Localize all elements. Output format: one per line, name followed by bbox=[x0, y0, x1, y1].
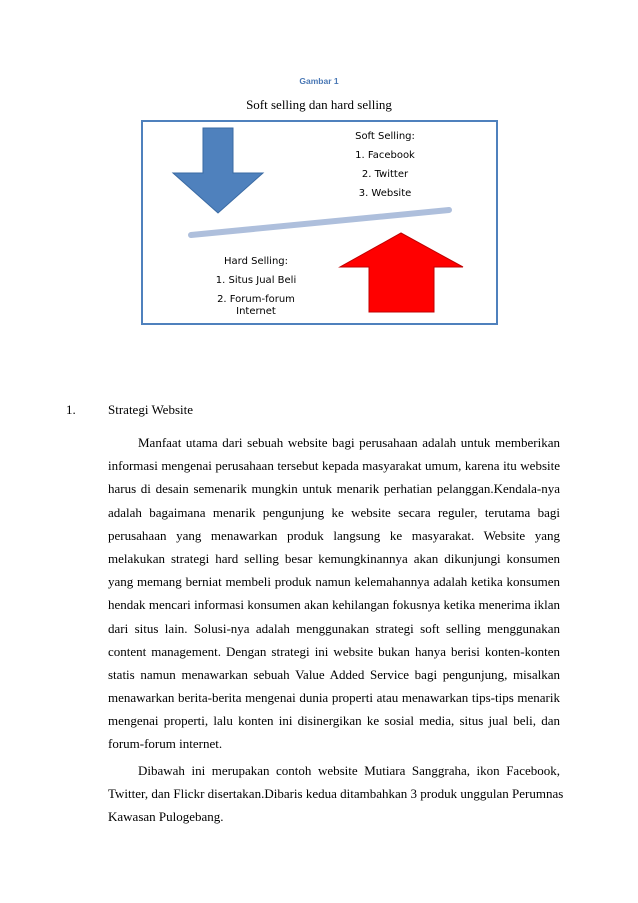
section-number: 1. bbox=[66, 402, 76, 417]
section-title: Strategi Website bbox=[108, 402, 194, 417]
paragraph-line: informasi mengenai perusahaan tersebut kepada masyarakat umum, karena itu website bbox=[108, 458, 560, 474]
paragraph-line: Dibawah ini merupakan contoh website Mutiara Sanggraha, ikon Facebook, bbox=[138, 763, 560, 778]
paragraph-line: statis namun menawarkan sebuah Value Added Service bagi pengunjung, misalkan bbox=[108, 666, 560, 682]
soft-selling-item: 2. Twitter bbox=[361, 169, 409, 180]
up-arrow-icon bbox=[340, 233, 463, 312]
hard-selling-item: 1. Situs Jual Beli bbox=[215, 275, 297, 286]
paragraph-2 bbox=[108, 759, 564, 829]
figure-label: Gambar 1 bbox=[299, 76, 339, 86]
soft-selling-heading: Soft Selling: bbox=[355, 131, 415, 142]
paragraph-line: Kawasan Pulogebang. bbox=[108, 809, 224, 825]
paragraph-line: Manfaat utama dari sebuah website bagi perusahaan adalah untuk memberikan bbox=[138, 435, 560, 450]
hard-selling-item: Internet bbox=[236, 306, 276, 317]
seesaw-bar bbox=[191, 210, 449, 235]
hard-selling-item: 2. Forum-forum bbox=[217, 294, 295, 305]
paragraph-line: melakukan strategi hard selling besar kemungkinannya akan dikunjungi konsumen bbox=[108, 550, 560, 566]
hard-selling-heading: Hard Selling: bbox=[224, 256, 288, 267]
paragraph-line: Twitter, dan Flickr disertakan.Dibaris kedua ditambahkan 3 produk unggulan Perumnas bbox=[108, 786, 564, 802]
paragraph-line: yang memang berniat membeli produk namun kelemahannya adalah ketika konsumen bbox=[108, 574, 560, 590]
soft-selling-item: 1. Facebook bbox=[355, 150, 415, 161]
paragraph-line: menawarkan berita-berita mengenai dunia properti atau menawarkan tips-tips menarik bbox=[108, 690, 560, 706]
soft-selling-item: 3. Website bbox=[358, 188, 412, 199]
paragraph-line: forum-forum internet. bbox=[108, 736, 223, 752]
paragraph-line: adalah bagaimana menarik pengunjung ke website secara reguler, terutama bagi bbox=[108, 504, 560, 520]
figure-title: Soft selling dan hard selling bbox=[246, 97, 392, 112]
figure-diagram bbox=[141, 120, 498, 325]
hard-selling-list bbox=[206, 255, 306, 324]
paragraph-line: mengenai properti, lalu konten ini disinergikan ke sosial media, situs jual beli, dan bbox=[108, 713, 560, 729]
paragraph-1 bbox=[108, 431, 560, 756]
paragraph-line: harus di desain semenarik mungkin untuk menarik perhatian pelanggan.Kendala-nya bbox=[108, 481, 560, 497]
paragraph-line: hendak mencari informasi konsumen akan kehilangan fokusnya ketika menerima iklan bbox=[108, 597, 560, 613]
soft-selling-list bbox=[345, 130, 425, 206]
paragraph-line: content management. Dengan strategi ini website bukan hanya berisi konten-konten bbox=[108, 643, 560, 659]
paragraph-line: dari situs lain. Solusi-nya adalah menggunakan strategi soft selling menggunakan bbox=[108, 620, 560, 636]
paragraph-line: perusahaan yang menawarkan produk langsung ke masyarakat. Website yang bbox=[108, 527, 560, 543]
down-arrow-icon bbox=[173, 128, 263, 213]
